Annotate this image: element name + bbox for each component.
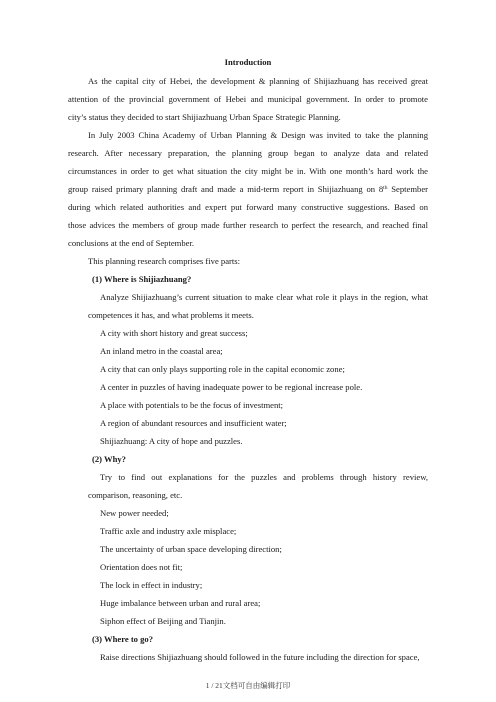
section-intro-line: competences it has, and what problems it meets. [88,310,254,320]
list-item: Orientation does not fit; [100,562,183,572]
paragraph-line: research. After necessary preparation, the planning group began to analyze data and related [68,148,428,158]
superscript: th [383,185,388,191]
list-item: Traffic axle and industry axle misplace; [100,526,237,536]
paragraph-line: As the capital city of Hebei, the development & planning of Shijiazhuang has received great [88,76,428,86]
paragraph-line: city’s status they decided to start Shijiazhuang Urban Space Strategic Planning. [68,112,341,122]
list-item: A city that can only plays supporting role in the capital economic zone; [100,364,345,374]
paragraph-line: circumstances in order to get what situation the city might be in. With one month’s hard work the [68,166,428,176]
list-item: New power needed; [100,508,169,518]
list-item: Shijiazhuang: A city of hope and puzzles. [100,436,243,446]
text-run: group raised primary planning draft and made a mid-term report in Shijiazhuang on 8 [68,184,384,194]
paragraph-line: conclusions at the end of September. [68,238,195,248]
paragraph-line: during which related authorities and expert put forward many constructive suggestions. Based on [68,202,428,212]
paragraph-line-with-superscript [68,184,428,195]
list-item: The uncertainty of urban space developing direction; [100,544,282,554]
paragraph-line: In July 2003 China Academy of Urban Planning & Design was invited to take the planning [88,130,428,140]
text-run: September [387,184,428,194]
section-heading: (3) Where to go? [92,634,154,644]
paragraph-line: This planning research comprises five parts: [88,256,241,266]
list-item: A region of abundant resources and insufficient water; [100,418,287,428]
paragraph-line: attention of the provincial government of Hebei and municipal government. In order to promote [68,94,428,104]
list-item: Huge imbalance between urban and rural area; [100,598,261,608]
section-intro-line: Try to find out explanations for the puzzles and problems through history review, [100,472,428,482]
list-item: A city with short history and great success; [100,328,248,338]
section-heading: (2) Why? [92,454,126,464]
paragraph-line: those advices the members of group made further research to perfect the research, and reached final [68,220,428,230]
list-item: The lock in effect in industry; [100,580,203,590]
list-item: Siphon effect of Beijing and Tianjin. [100,616,226,626]
document-title: Introduction [224,57,272,67]
page-footer: 1 / 21文档可自由编辑打印 [205,681,291,690]
section-heading: (1) Where is Shijiazhuang? [92,274,192,284]
list-item: An inland metro in the coastal area; [100,346,223,356]
section-intro-line: Analyze Shijiazhuang’s current situation to make clear what role it plays in the region, what [100,292,428,302]
list-item: A center in puzzles of having inadequate power to be regional increase pole. [100,382,363,392]
section-intro-line: Raise directions Shijiazhuang should followed in the future including the direction for space, [100,652,420,662]
section-intro-line: comparison, reasoning, etc. [88,490,183,500]
list-item: A place with potentials to be the focus of investment; [100,400,284,410]
